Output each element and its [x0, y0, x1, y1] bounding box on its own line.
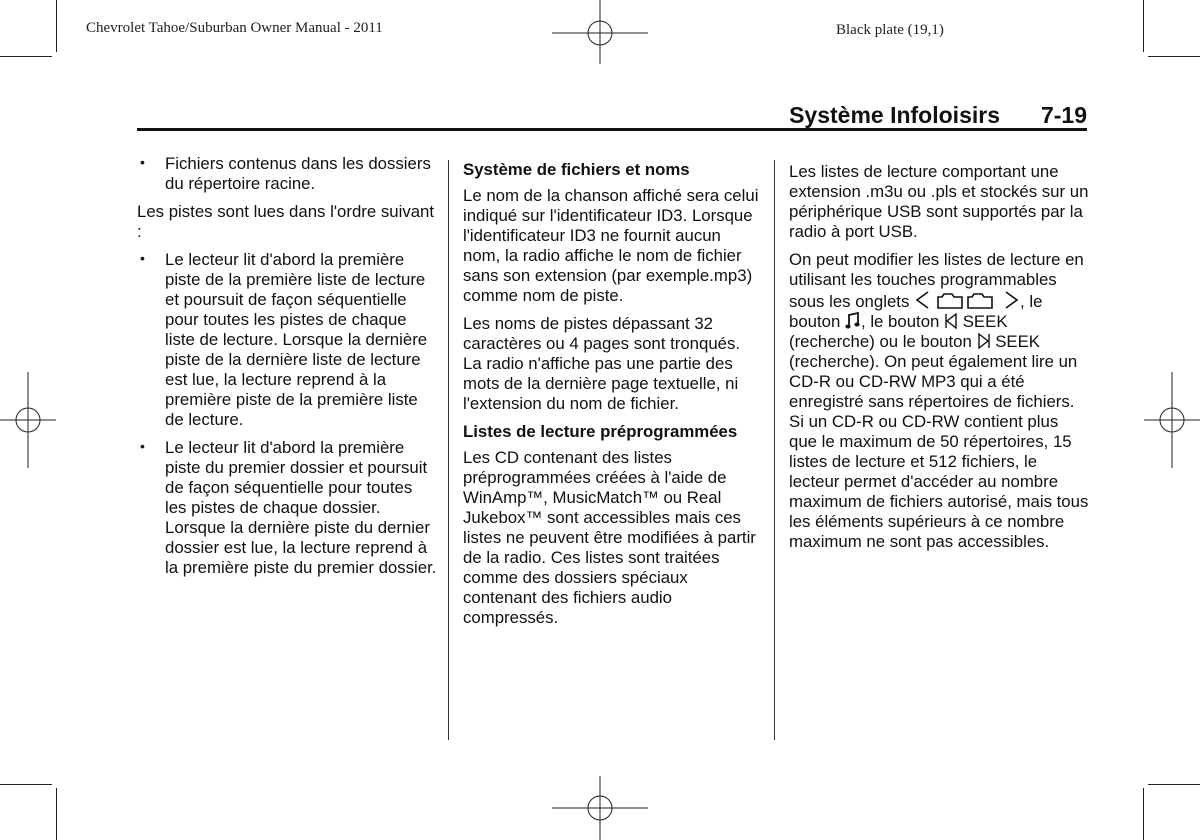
paragraph-text: , le bouton — [789, 292, 1043, 331]
bullet-icon: • — [140, 438, 145, 454]
seek-back-icon — [944, 312, 958, 330]
paragraph-text: SEEK (recherche). On peut également lire un CD-R ou CD-RW MP3 qui a été enregistré sans répertoires de fichiers. Si un CD-R ou CD-RW contient plus que le maximum de 50 répertoires, 15 listes de lecture et 512 fichiers, le lecteur permet d'accéder au nombre maximum de fichiers autorisé, mais tous les éléments supérieurs à ce nombre maximum ne sont pas accessibles. — [789, 332, 1089, 551]
registration-mark-icon — [552, 0, 648, 64]
seek-forward-icon — [977, 332, 991, 350]
plate-label: Black plate (19,1) — [836, 22, 944, 38]
page-number: 7-19 — [1040, 102, 1087, 128]
bullet-text: Le lecteur lit d'abord la première piste de la première liste de lecture et poursuit de façon séquentielle pour toutes les pistes de chaque liste de lecture. Lorsque la dernière piste de la dernière liste de lecture est lue, la lecture reprend à la première piste de la première liste de lecture. — [165, 250, 428, 429]
registration-mark-icon — [1144, 372, 1200, 468]
paragraph: Les pistes sont lues dans l'ordre suivant : — [137, 202, 435, 241]
registration-mark-icon — [552, 776, 648, 840]
list-item — [137, 154, 437, 194]
crop-mark — [1143, 788, 1144, 840]
paragraph-text: , le bouton — [861, 312, 940, 331]
paragraph: Les noms de pistes dépassant 32 caractères ou 4 pages sont tronqués. La radio n'affiche pas une partie des mots de la dernière page textuelle, ni l'extension du nom de fichier. — [463, 314, 741, 413]
column-1 — [137, 154, 437, 586]
crop-mark — [56, 0, 57, 52]
list-item — [137, 438, 437, 578]
section-title: Système Infoloisirs — [789, 102, 1000, 128]
paragraph: Le nom de la chanson affiché sera celui indiqué sur l'identificateur ID3. Lorsque l'identificateur ID3 ne fournit aucun nom, la radio affiche le nom de fichier sans son extension (par exemple.mp3) comme nom de piste. — [463, 186, 759, 305]
crop-mark — [0, 56, 52, 57]
paragraph: Les listes de lecture comportant une extension .m3u ou .pls et stockés sur un périphérique USB sont supportés par la radio à port USB. — [789, 162, 1089, 241]
header-rule — [137, 128, 1087, 131]
paragraph: Les CD contenant des listes préprogrammées créées à l'aide de WinAmp™, MusicMatch™ ou Real Jukebox™ sont accessibles mais ces listes ne peuvent être modifiées à partir de la radio. Ces listes sont traitées comme des dossiers spéciaux contenant des fichiers audio compressés. — [463, 448, 756, 627]
column-divider — [774, 160, 775, 740]
tab-navigation-icon — [914, 290, 1020, 310]
column-divider — [448, 160, 449, 740]
paragraph — [789, 250, 1089, 552]
section-heading: Système de fichiers et noms — [463, 160, 690, 179]
crop-mark — [0, 784, 52, 785]
bullet-text: Fichiers contenus dans les dossiers du répertoire racine. — [165, 154, 431, 193]
crop-mark — [1148, 784, 1200, 785]
crop-mark — [56, 788, 57, 840]
crop-mark — [1143, 0, 1144, 52]
crop-mark — [1148, 56, 1200, 57]
bullet-text: Le lecteur lit d'abord la première piste du premier dossier et poursuit de façon séquentielle pour toutes les pistes de chaque dossier. Lorsque la dernière piste du dernier dossier est lue, la lecture reprend à la première piste du premier dossier. — [165, 438, 437, 577]
paragraph-text: On peut modifier les listes de lecture en utilisant les touches programmables sous les onglets — [789, 250, 1084, 311]
column-2 — [463, 156, 759, 636]
bullet-icon: • — [140, 250, 145, 266]
column-3 — [789, 162, 1089, 560]
manual-title: Chevrolet Tahoe/Suburban Owner Manual - 2011 — [86, 20, 383, 36]
registration-mark-icon — [0, 372, 56, 468]
list-item — [137, 250, 437, 430]
bullet-icon: • — [140, 154, 145, 170]
music-note-icon — [845, 312, 861, 330]
paragraph-text: SEEK (recherche) ou le bouton — [789, 312, 1008, 351]
section-heading: Listes de lecture préprogrammées — [463, 422, 738, 441]
